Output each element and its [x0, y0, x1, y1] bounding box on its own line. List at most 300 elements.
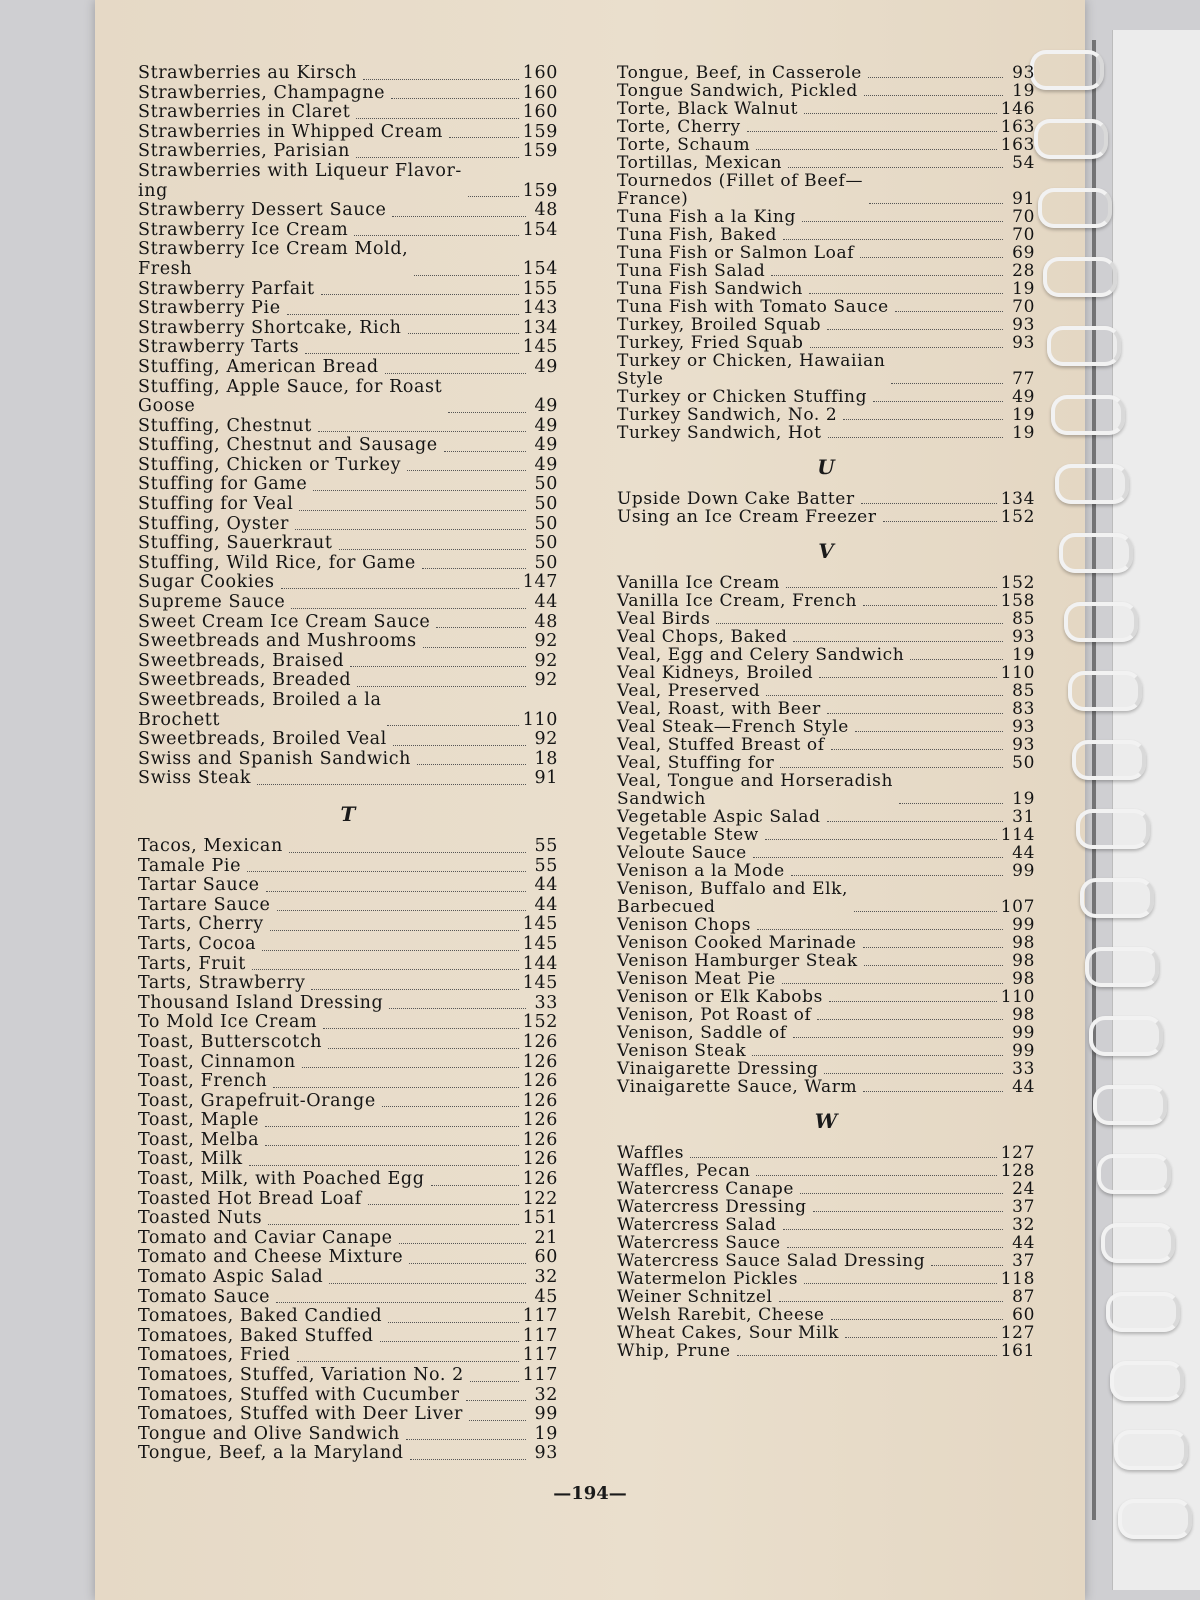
- dot-leader: [368, 1204, 519, 1205]
- dot-leader: [357, 686, 526, 687]
- dot-leader: [753, 857, 1003, 858]
- index-entry: [138, 475, 558, 495]
- entry-name: Tortillas, Mexican: [617, 153, 783, 173]
- dot-leader: [295, 529, 526, 530]
- entry-page-number: 91: [534, 768, 558, 789]
- index-entry: [138, 1131, 558, 1151]
- dot-leader: [845, 1337, 997, 1338]
- dot-leader: [252, 969, 519, 970]
- entry-page-number: 98: [1012, 1005, 1035, 1025]
- entry-page-number: 70: [1012, 207, 1035, 227]
- entry-page-number: 126: [522, 1051, 558, 1072]
- dot-leader: [470, 1381, 519, 1382]
- entry-page-number: 85: [1012, 681, 1035, 701]
- entry-name: Strawberries au Kirsch: [138, 63, 358, 83]
- index-entry: [617, 490, 1035, 508]
- dot-leader: [779, 1301, 1003, 1302]
- entry-page-number: 126: [522, 1129, 558, 1150]
- index-entry: [617, 718, 1035, 736]
- entry-name: Tartare Sauce: [138, 894, 271, 915]
- entry-name: Watercress Salad: [617, 1215, 777, 1235]
- entry-name: Veal Kidneys, Broiled: [617, 663, 814, 683]
- entry-page-number: 33: [534, 992, 558, 1013]
- entry-name: Tongue, Beef, in Casserole: [617, 63, 862, 83]
- dot-leader: [819, 677, 997, 678]
- entry-page-number: 110: [1000, 987, 1035, 1007]
- entry-page-number: 28: [1012, 261, 1035, 281]
- index-entry: [138, 573, 558, 593]
- dot-leader: [265, 1126, 519, 1127]
- entry-page-number: 154: [522, 258, 558, 279]
- entry-name: Sweetbreads and Mushrooms: [138, 631, 417, 652]
- dot-leader: [827, 329, 1003, 330]
- dot-leader: [265, 1145, 519, 1146]
- dot-leader: [910, 659, 1003, 660]
- index-entry: [138, 1444, 558, 1464]
- binding-coil: [1106, 1292, 1180, 1332]
- index-entry: [617, 280, 1035, 298]
- entry-page-number: 19: [1012, 645, 1035, 665]
- index-entry: [138, 1288, 558, 1308]
- dot-leader: [399, 1243, 526, 1244]
- entry-name: Strawberry Ice Cream Mold, Fresh: [138, 239, 409, 279]
- entry-name: Toast, Milk: [138, 1149, 243, 1170]
- dot-leader: [448, 412, 526, 413]
- entry-name: Toast, Cinnamon: [138, 1051, 296, 1072]
- index-entry: [138, 613, 558, 633]
- entry-page-number: 44: [1012, 843, 1035, 863]
- page-number: —194—: [553, 1483, 627, 1504]
- index-entry: [138, 837, 558, 857]
- dot-leader: [273, 1087, 518, 1088]
- index-entry: [138, 1013, 558, 1033]
- index-entry: [617, 826, 1035, 844]
- index-entry: [138, 417, 558, 437]
- entry-page-number: 37: [1012, 1251, 1035, 1271]
- index-entry: [617, 664, 1035, 682]
- entry-page-number: 93: [1012, 717, 1035, 737]
- entry-name: Torte, Schaum: [617, 135, 751, 155]
- entry-page-number: 93: [1012, 315, 1035, 335]
- entry-name: Tarts, Cherry: [138, 914, 264, 935]
- entry-page-number: 49: [534, 454, 558, 475]
- entry-page-number: 93: [1012, 63, 1035, 83]
- entry-name: Tarts, Cocoa: [138, 933, 257, 954]
- entry-name: Tomatoes, Stuffed with Cucumber: [138, 1384, 460, 1405]
- entry-name: Strawberry Pie: [138, 298, 281, 319]
- index-entry: [138, 142, 558, 162]
- dot-leader: [356, 118, 518, 119]
- dot-leader: [268, 1224, 519, 1225]
- index-entry: [138, 876, 558, 896]
- entry-name: Venison, Pot Roast of: [617, 1005, 812, 1025]
- index-entry: [138, 632, 558, 652]
- entry-name: Tomatoes, Baked Candied: [138, 1306, 383, 1327]
- entry-page-number: 152: [1000, 507, 1035, 527]
- index-entry: [138, 1111, 558, 1131]
- entry-name: Sugar Cookies: [138, 572, 275, 593]
- entry-name: Stuffing, Apple Sauce, for Roast Goose: [138, 376, 443, 417]
- index-entry: [617, 1060, 1035, 1078]
- section-letter: W: [814, 1109, 838, 1133]
- dot-leader: [855, 731, 1003, 732]
- entry-name: Sweetbreads, Broiled a la Brochett: [138, 690, 382, 730]
- index-entry: [617, 880, 1035, 916]
- dot-leader: [276, 1302, 526, 1303]
- dot-leader: [793, 1037, 1003, 1038]
- index-entry: [617, 682, 1035, 700]
- entry-page-number: 69: [1012, 243, 1035, 263]
- entry-page-number: 92: [534, 670, 558, 691]
- index-entry: [617, 508, 1035, 526]
- entry-page-number: 99: [1012, 1041, 1035, 1061]
- index-entry: [138, 123, 558, 143]
- index-entry: [138, 730, 558, 750]
- index-entry: [617, 154, 1035, 172]
- entry-name: Venison Chops: [617, 915, 752, 935]
- index-entry: [617, 862, 1035, 880]
- index-entry: [138, 1229, 558, 1249]
- entry-page-number: 126: [522, 1110, 558, 1131]
- entry-page-number: 126: [522, 1071, 558, 1092]
- entry-page-number: 50: [534, 533, 558, 554]
- binding-coil: [1110, 1361, 1184, 1401]
- entry-page-number: 50: [534, 552, 558, 573]
- entry-page-number: 19: [534, 1423, 558, 1444]
- left-index-column: [138, 64, 558, 1464]
- binding-coil: [1038, 188, 1112, 228]
- index-entry: [617, 1306, 1035, 1324]
- index-entry: [138, 1386, 558, 1406]
- entry-name: Stuffing, Sauerkraut: [138, 533, 333, 554]
- index-entry: [138, 201, 558, 221]
- entry-name: Watercress Canape: [617, 1179, 795, 1199]
- index-entry: [138, 1268, 558, 1288]
- entry-name: Whip, Prune: [617, 1341, 731, 1361]
- dot-leader: [262, 950, 519, 951]
- entry-name: Tuna Fish Salad: [617, 261, 766, 281]
- entry-name: Toast, French: [138, 1071, 268, 1092]
- entry-page-number: 49: [534, 435, 558, 456]
- index-entry: [617, 1252, 1035, 1270]
- dot-leader: [752, 1055, 1003, 1056]
- entry-page-number: 154: [522, 219, 558, 240]
- index-entry: [138, 554, 558, 574]
- dot-leader: [417, 764, 526, 765]
- entry-name: Toast, Grapefruit-Orange: [138, 1090, 376, 1111]
- dot-leader: [883, 521, 997, 522]
- dot-leader: [313, 490, 526, 491]
- entry-name: Toast, Butterscotch: [138, 1031, 323, 1052]
- entry-page-number: 99: [1012, 861, 1035, 881]
- index-entry: [617, 64, 1035, 82]
- entry-name: Toasted Hot Bread Loaf: [138, 1188, 362, 1209]
- dot-leader: [270, 930, 519, 931]
- dot-leader: [810, 347, 1003, 348]
- index-entry: [138, 974, 558, 994]
- entry-name: Turkey, Broiled Squab: [617, 315, 822, 335]
- entry-name: Sweetbreads, Braised: [138, 650, 345, 671]
- index-entry: [617, 1024, 1035, 1042]
- entry-page-number: 122: [522, 1188, 558, 1209]
- dot-leader: [756, 1175, 996, 1176]
- index-entry: [138, 1072, 558, 1092]
- entry-name: Veal, Egg and Celery Sandwich: [617, 645, 905, 665]
- index-entry: [138, 534, 558, 554]
- entry-name: Upside Down Cake Batter: [617, 489, 855, 509]
- entry-name: Venison, Saddle of: [617, 1023, 787, 1043]
- entry-page-number: 70: [1012, 225, 1035, 245]
- entry-page-number: 99: [534, 1404, 558, 1425]
- index-entry: [617, 1342, 1035, 1360]
- index-entry: [617, 1288, 1035, 1306]
- index-entry: [617, 226, 1035, 244]
- index-entry: [138, 1425, 558, 1445]
- index-entry: [138, 1346, 558, 1366]
- entry-name: Turkey or Chicken Stuffing: [617, 387, 868, 407]
- dot-leader: [804, 1283, 997, 1284]
- entry-name: Tomato Sauce: [138, 1286, 271, 1307]
- index-entry: [138, 1405, 558, 1425]
- entry-page-number: 117: [522, 1345, 558, 1366]
- index-entry: [617, 628, 1035, 646]
- entry-name: Strawberries in Claret: [138, 102, 351, 123]
- entry-name: Venison or Elk Kabobs: [617, 987, 823, 1007]
- entry-page-number: 60: [1012, 1305, 1035, 1325]
- entry-page-number: 134: [1000, 489, 1035, 509]
- entry-name: Toasted Nuts: [138, 1208, 263, 1229]
- entry-page-number: 93: [1012, 333, 1035, 353]
- entry-page-number: 70: [1012, 297, 1035, 317]
- index-entry: [617, 754, 1035, 772]
- entry-page-number: 31: [1012, 807, 1035, 827]
- index-entry: [138, 162, 558, 201]
- entry-name: Veal, Stuffing for: [617, 753, 775, 773]
- binding-coil: [1043, 257, 1117, 297]
- index-entry: [138, 299, 558, 319]
- entry-page-number: 49: [534, 415, 558, 436]
- entry-name: Turkey Sandwich, Hot: [617, 423, 822, 443]
- dot-leader: [339, 549, 526, 550]
- entry-name: Tartar Sauce: [138, 875, 260, 896]
- dot-leader: [363, 79, 519, 80]
- dot-leader: [802, 221, 1003, 222]
- dot-leader: [431, 1185, 519, 1186]
- entry-page-number: 126: [522, 1169, 558, 1190]
- entry-name: Tuna Fish with Tomato Sauce: [617, 297, 889, 317]
- entry-page-number: 163: [1000, 135, 1035, 155]
- index-entry: [138, 955, 558, 975]
- dot-leader: [786, 587, 997, 588]
- entry-page-number: 19: [1012, 279, 1035, 299]
- entry-name: Tomato Aspic Salad: [138, 1267, 324, 1288]
- dot-leader: [860, 257, 1003, 258]
- entry-name: Veal, Stuffed Breast of: [617, 735, 825, 755]
- index-entry: [138, 378, 558, 417]
- dot-leader: [809, 293, 1003, 294]
- index-entry: [617, 262, 1035, 280]
- binding-coil: [1030, 50, 1104, 90]
- entry-name: Stuffing, Oyster: [138, 513, 290, 534]
- entry-page-number: 110: [1000, 663, 1035, 683]
- index-entry: [617, 1234, 1035, 1252]
- dot-leader: [388, 1322, 519, 1323]
- entry-name: Venison Meat Pie: [617, 969, 776, 989]
- entry-page-number: 37: [1012, 1197, 1035, 1217]
- dot-leader: [287, 314, 519, 315]
- entry-name: Tuna Fish or Salmon Loaf: [617, 243, 855, 263]
- index-entry: [138, 1209, 558, 1229]
- entry-page-number: 50: [1012, 753, 1035, 773]
- dot-leader: [861, 503, 997, 504]
- entry-name: Vanilla Ice Cream: [617, 573, 781, 593]
- entry-page-number: 44: [534, 875, 558, 896]
- dot-leader: [323, 1028, 519, 1029]
- index-entry: [617, 352, 1035, 388]
- entry-name: Sweetbreads, Breaded: [138, 670, 352, 691]
- binding-coil: [1059, 533, 1133, 573]
- index-entry: [138, 358, 558, 378]
- entry-page-number: 146: [1000, 99, 1035, 119]
- dot-leader: [469, 1420, 526, 1421]
- index-entry: [138, 456, 558, 476]
- dot-leader: [247, 871, 526, 872]
- dot-leader: [827, 821, 1003, 822]
- dot-leader: [831, 1319, 1003, 1320]
- binding-coil: [1055, 464, 1129, 504]
- entry-page-number: 159: [522, 141, 558, 162]
- entry-name: Vegetable Aspic Salad: [617, 807, 821, 827]
- dot-leader: [266, 891, 526, 892]
- entry-name: Veal Steak—French Style: [617, 717, 849, 737]
- entry-name: Strawberries in Whipped Cream: [138, 121, 443, 142]
- entry-name: Stuffing, American Bread: [138, 356, 379, 377]
- dot-leader: [737, 1355, 997, 1356]
- entry-page-number: 145: [522, 337, 558, 358]
- entry-page-number: 114: [1000, 825, 1035, 845]
- dot-leader: [787, 1247, 1003, 1248]
- index-entry: [138, 593, 558, 613]
- index-entry: [138, 319, 558, 339]
- dot-leader: [843, 419, 1003, 420]
- entry-page-number: 152: [1000, 573, 1035, 593]
- dot-leader: [783, 239, 1003, 240]
- binding-coil: [1047, 326, 1121, 366]
- entry-name: Torte, Cherry: [617, 117, 741, 137]
- entry-name: Sweetbreads, Broiled Veal: [138, 729, 387, 750]
- dot-leader: [827, 713, 1003, 714]
- entry-name: Venison Cooked Marinade: [617, 933, 857, 953]
- entry-page-number: 160: [522, 102, 558, 123]
- dot-leader: [277, 910, 526, 911]
- entry-page-number: 143: [522, 298, 558, 319]
- index-entry: [138, 652, 558, 672]
- index-entry: [138, 64, 558, 84]
- entry-page-number: 147: [522, 572, 558, 593]
- entry-name: Vinaigarette Sauce, Warm: [617, 1077, 858, 1097]
- dot-leader: [895, 311, 1003, 312]
- dot-leader: [804, 113, 997, 114]
- binding-coil: [1085, 947, 1159, 987]
- index-entry: [138, 994, 558, 1014]
- entry-page-number: 92: [534, 650, 558, 671]
- entry-page-number: 77: [1012, 369, 1035, 389]
- binding-coil: [1093, 1085, 1167, 1125]
- dot-leader: [257, 784, 526, 785]
- entry-name: Watercress Sauce: [617, 1233, 781, 1253]
- entry-page-number: 152: [522, 1012, 558, 1033]
- entry-name: Waffles: [617, 1143, 685, 1163]
- index-entry: [617, 172, 1035, 208]
- entry-page-number: 85: [1012, 609, 1035, 629]
- entry-page-number: 91: [1012, 189, 1035, 209]
- entry-page-number: 127: [1000, 1323, 1035, 1343]
- index-entry: [138, 1248, 558, 1268]
- entry-page-number: 18: [534, 748, 558, 769]
- index-entry: [617, 316, 1035, 334]
- dot-leader: [318, 431, 526, 432]
- entry-name: Supreme Sauce: [138, 592, 286, 613]
- index-entry: [138, 1092, 558, 1112]
- binding-coil: [1114, 1430, 1188, 1470]
- dot-leader: [793, 641, 1003, 642]
- entry-name: Tuna Fish, Baked: [617, 225, 777, 245]
- entry-page-number: 161: [1000, 1341, 1035, 1361]
- index-entry: [138, 280, 558, 300]
- dot-leader: [299, 510, 526, 511]
- index-entry: [138, 103, 558, 123]
- index-entry: [617, 700, 1035, 718]
- binding-coil: [1080, 878, 1154, 918]
- entry-name: Veloute Sauce: [617, 843, 747, 863]
- entry-name: Swiss Steak: [138, 768, 252, 789]
- entry-name: Veal Chops, Baked: [617, 627, 788, 647]
- index-entry: [617, 406, 1035, 424]
- dot-leader: [863, 1091, 1003, 1092]
- entry-name: Weiner Schnitzel: [617, 1287, 773, 1307]
- entry-name: Tomatoes, Stuffed, Variation No. 2: [138, 1365, 464, 1385]
- entry-page-number: 93: [1012, 627, 1035, 647]
- entry-page-number: 32: [534, 1384, 558, 1405]
- entry-page-number: 50: [534, 513, 558, 534]
- entry-page-number: 19: [1012, 423, 1035, 443]
- dot-leader: [780, 767, 1003, 768]
- entry-name: Tongue, Beef, a la Maryland: [138, 1443, 404, 1464]
- index-entry: [617, 988, 1035, 1006]
- index-entry: [138, 240, 558, 279]
- entry-name: Strawberry Tarts: [138, 337, 300, 358]
- entry-page-number: 19: [1012, 789, 1035, 809]
- dot-leader: [385, 373, 526, 374]
- index-entry: [617, 100, 1035, 118]
- entry-page-number: 99: [1012, 1023, 1035, 1043]
- entry-page-number: 45: [534, 1286, 558, 1307]
- index-entry: [617, 1078, 1035, 1096]
- index-entry: [617, 244, 1035, 262]
- entry-name: Wheat Cakes, Sour Milk: [617, 1323, 840, 1343]
- entry-page-number: 44: [1012, 1077, 1035, 1097]
- index-entry: [138, 221, 558, 241]
- entry-page-number: 151: [522, 1208, 558, 1229]
- dot-leader: [249, 1165, 519, 1166]
- entry-page-number: 93: [534, 1443, 558, 1464]
- entry-page-number: 55: [534, 855, 558, 876]
- entry-name: Tomatoes, Fried: [138, 1345, 291, 1366]
- binding-coil: [1051, 395, 1125, 435]
- index-entry: [138, 84, 558, 104]
- entry-page-number: 49: [534, 356, 558, 377]
- entry-page-number: 158: [1000, 591, 1035, 611]
